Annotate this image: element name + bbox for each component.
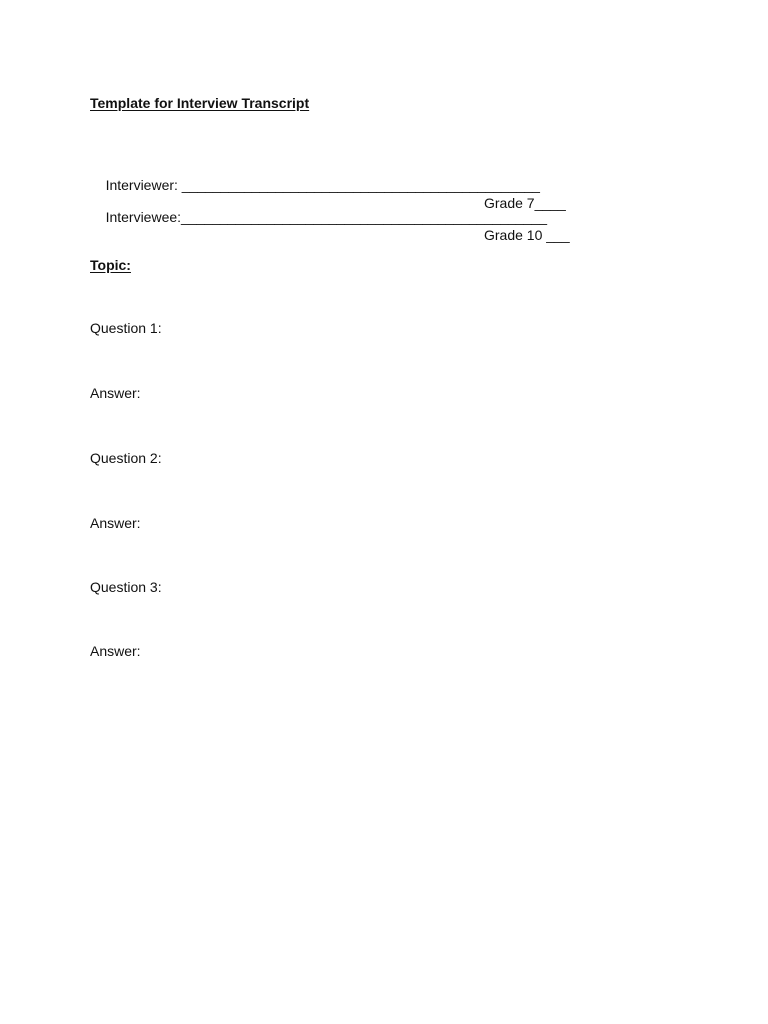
question-1-label: Question 1:: [90, 320, 162, 336]
answer-2-label: Answer:: [90, 515, 141, 531]
answer-3-label: Answer:: [90, 643, 141, 659]
question-3-label: Question 3:: [90, 579, 162, 595]
answer-1-label: Answer:: [90, 385, 141, 401]
interviewer-field: Interviewer: ______________________________________________: [105, 177, 540, 193]
interviewer-row: [90, 158, 566, 211]
document-title: Template for Interview Transcript: [90, 95, 310, 111]
interviewee-grade: Grade 10 ___: [484, 227, 570, 243]
question-2-label: Question 2:: [90, 450, 162, 466]
interviewee-row: [90, 190, 570, 243]
topic-label: Topic:: [90, 257, 131, 273]
interviewer-grade: Grade 7____: [484, 195, 566, 211]
interviewee-field: Interviewee:_______________________________________________: [105, 209, 547, 225]
